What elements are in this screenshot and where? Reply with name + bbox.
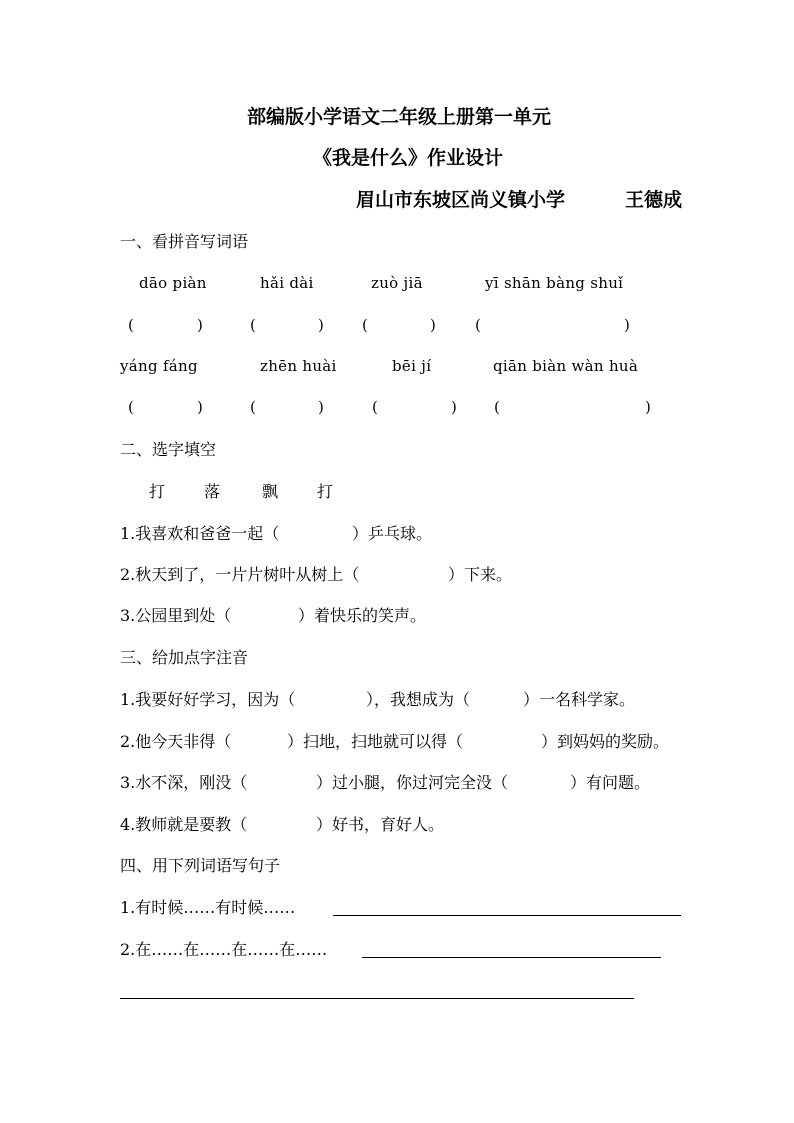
page-subtitle: 《我是什么》作业设计	[313, 147, 504, 169]
question-text: 3.水不深，刚没（	[120, 773, 248, 792]
answer-close: )	[197, 316, 203, 334]
question-text: 1.有时候……有时候……	[120, 898, 296, 917]
pinyin-6: zhēn huài	[260, 357, 337, 375]
answer-close: )	[624, 316, 630, 334]
answer-close: )	[318, 316, 324, 334]
question-text: 1.我要好好学习，因为（	[120, 690, 296, 709]
question-text: ）下来。	[448, 565, 513, 584]
choice-word: 打	[149, 482, 166, 501]
answer-open: (	[128, 316, 134, 334]
answer-line	[333, 915, 681, 916]
choice-word: 落	[204, 482, 221, 501]
answer-open: (	[362, 316, 368, 334]
pinyin-5: yáng fáng	[120, 357, 198, 375]
question-text: ）乒乓球。	[352, 524, 433, 543]
question-text: 2.在……在……在……在……	[120, 940, 328, 959]
pinyin-1: dāo piàn	[139, 274, 207, 292]
pinyin-8: qiān biàn wàn huà	[493, 357, 639, 375]
section-3-heading: 三、给加点字注音	[120, 648, 249, 667]
page-title: 部编版小学语文二年级上册第一单元	[247, 106, 552, 128]
answer-open: (	[475, 316, 481, 334]
question-text: ），我想成为（	[366, 690, 471, 709]
question-text: 4.教师就是要教（	[120, 815, 248, 834]
question-text: ）好书，育好人。	[316, 815, 445, 834]
pinyin-7: bēi jí	[392, 357, 432, 375]
question-text: 3.公园里到处（	[120, 606, 232, 625]
question-text: ）着快乐的笑声。	[298, 606, 427, 625]
choice-word: 飘	[262, 482, 279, 501]
answer-close: )	[430, 316, 436, 334]
question-text: ）有问题。	[570, 773, 651, 792]
answer-close: )	[197, 398, 203, 416]
answer-open: (	[250, 398, 256, 416]
answer-close: )	[318, 398, 324, 416]
author-school: 眉山市东坡区尚义镇小学	[356, 189, 566, 211]
pinyin-2: hǎi dài	[260, 274, 314, 292]
section-1-heading: 一、看拼音写词语	[120, 232, 249, 251]
choice-word: 打	[317, 482, 334, 501]
section-2-heading: 二、选字填空	[120, 440, 217, 459]
question-text: 1.我喜欢和爸爸一起（	[120, 524, 280, 543]
answer-close: )	[645, 398, 651, 416]
question-text: 2.他今天非得（	[120, 732, 232, 751]
question-text: ）过小腿，你过河完全没（	[316, 773, 509, 792]
answer-close: )	[451, 398, 457, 416]
pinyin-3: zuò jiā	[371, 274, 423, 292]
answer-line	[362, 957, 661, 958]
question-text: ）到妈妈的奖励。	[541, 732, 670, 751]
answer-open: (	[494, 398, 500, 416]
answer-line	[120, 998, 634, 999]
answer-open: (	[372, 398, 378, 416]
author-name: 王德成	[625, 189, 683, 211]
answer-open: (	[250, 316, 256, 334]
pinyin-4: yī shān bàng shuǐ	[485, 274, 624, 292]
question-text: 2.秋天到了，一片片树叶从树上（	[120, 565, 360, 584]
section-4-heading: 四、用下列词语写句子	[120, 856, 281, 875]
question-text: ）一名科学家。	[523, 690, 636, 709]
answer-open: (	[128, 398, 134, 416]
question-text: ）扫地，扫地就可以得（	[287, 732, 464, 751]
